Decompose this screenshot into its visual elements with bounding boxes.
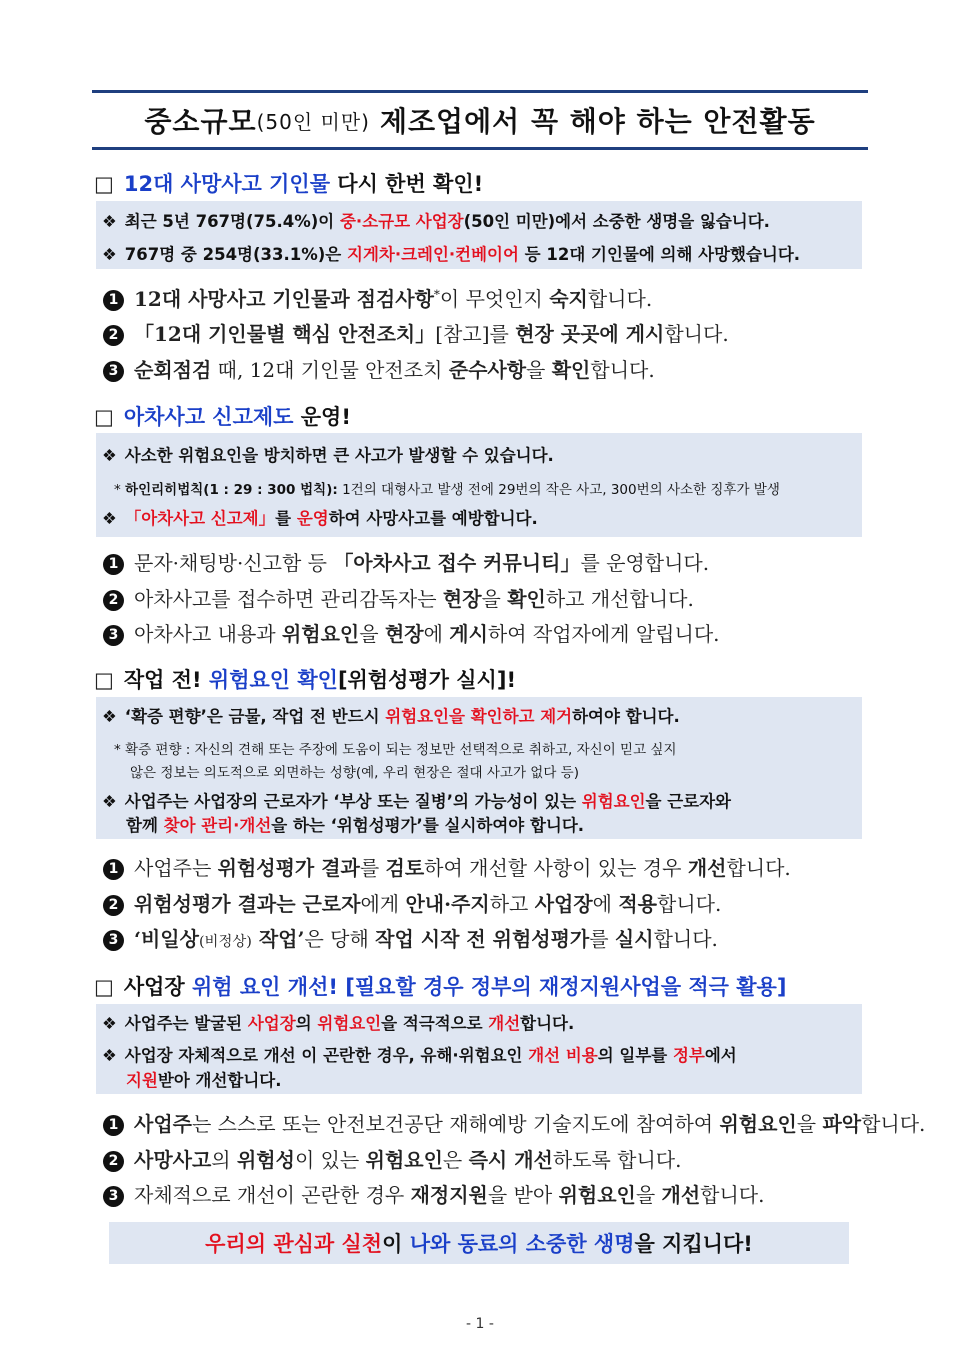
text-run: 게시: [449, 622, 488, 646]
text-run: 현장 곳곳에 게시: [515, 322, 665, 346]
text-run: 준수사항: [448, 358, 527, 382]
number-circle-icon: 2: [103, 325, 124, 346]
text-run-group: [134, 551, 709, 575]
text-run: 사업장: [123, 975, 193, 999]
text-run: 위험성평가 결과: [217, 856, 360, 880]
text-run-group: [134, 892, 721, 916]
text-run: 현장: [442, 587, 482, 611]
text-run: 「아차사고 접수 커뮤니티」: [333, 551, 581, 575]
text-run: 하여 사망사고를 예방합니다.: [328, 509, 538, 528]
section-3-item-3: [103, 923, 718, 952]
text-run: 때, 12대 기인물 안전조치: [211, 358, 449, 382]
text-run: 자체적으로 개선이 곤란한 경우: [134, 1183, 411, 1207]
section-1-bullet-2: [102, 241, 800, 265]
text-run: 하고 개선합니다.: [545, 587, 694, 611]
text-run-group: [134, 622, 720, 646]
text-run-group: [125, 707, 680, 726]
diamond-bullet-icon: ❖: [102, 1046, 117, 1065]
page-number: - 1 -: [466, 1316, 494, 1332]
number-circle-icon: 3: [103, 361, 124, 382]
section-3-item-2: [103, 888, 721, 917]
section-2-heading-blue: 아차사고 신고제도: [123, 405, 294, 429]
checkbox-square-icon: □: [94, 668, 114, 692]
number-circle-icon: 2: [103, 590, 124, 611]
text-run: 이 무엇인지: [439, 287, 550, 311]
text-run: 하고: [489, 892, 535, 916]
checkbox-square-icon: □: [94, 975, 114, 999]
number-circle-icon: 1: [103, 554, 124, 575]
text-run: (비정상): [198, 934, 252, 950]
text-run: 합니다.: [726, 856, 791, 880]
section-1-heading-blue: 12대 사망사고 기인물: [123, 172, 330, 196]
text-run: 지게차·크레인·컨베이어: [347, 245, 519, 264]
number-circle-icon: 1: [103, 290, 124, 311]
text-run-group: [134, 358, 655, 382]
text-run: 은: [442, 1148, 469, 1172]
text-run: 아차사고를 접수하면 관리감독자는: [134, 587, 443, 611]
text-run: 를: [275, 509, 297, 528]
text-run: ‘확증 편향’은 금물, 작업 전 반드시: [124, 707, 386, 726]
text-run: 하여 개선할 사항이 있는 경우: [424, 856, 688, 880]
diamond-bullet-icon: ❖: [102, 509, 117, 528]
text-run: 사업장 자체적으로 개선 이 곤란한 경우, 유해·위험요인: [124, 1046, 529, 1065]
text-run-group: [124, 668, 516, 692]
text-run: 안내·주지: [405, 892, 490, 916]
title-main-b: 제조업에서 꼭 해야 하는 안전활동: [379, 105, 816, 138]
text-run: 합니다.: [861, 1112, 926, 1136]
text-run: 「12대 기인물별 핵심 안전조치」: [134, 322, 436, 346]
text-run-group: [134, 587, 694, 611]
text-run: 767명 중 254명(33.1%)은: [124, 245, 347, 264]
text-run: 사망사고: [134, 1148, 212, 1172]
text-run: 개선: [687, 856, 727, 880]
text-run-group: [125, 509, 538, 528]
text-run: 적용: [618, 892, 657, 916]
diamond-bullet-icon: ❖: [102, 212, 117, 231]
text-run: 개선 비용: [528, 1046, 598, 1065]
text-run: 함께: [126, 816, 164, 835]
section-3-item-1: [103, 852, 791, 881]
text-run: (50인 미만)에서 소중한 생명을 잃습니다.: [463, 212, 770, 231]
text-run-group: [134, 927, 718, 951]
number-circle-icon: 3: [103, 625, 124, 646]
diamond-bullet-icon: ❖: [102, 792, 117, 811]
text-run: 에: [592, 892, 619, 916]
checkbox-square-icon: □: [94, 405, 114, 429]
text-run: 받아 개선합니다.: [157, 1071, 282, 1090]
section-1-item-3: [103, 354, 655, 383]
text-run: 순회점검: [134, 358, 212, 382]
closing-slogan: [109, 1222, 849, 1264]
diamond-bullet-icon: ❖: [102, 446, 117, 465]
title-main-a: 중소규모: [144, 105, 257, 138]
text-run: 을: [796, 1112, 823, 1136]
text-run: 사업주는 발굴된: [124, 1014, 248, 1033]
text-run-group: [124, 975, 787, 999]
section-2-heading: [94, 401, 351, 431]
text-run: 합니다.: [657, 892, 722, 916]
text-run-group: [134, 287, 652, 311]
section-4-item-2: [103, 1144, 681, 1173]
section-1-heading: [94, 168, 483, 198]
section-1-heading-black: 다시 한번 확인!: [329, 172, 484, 196]
text-run: 에서: [704, 1046, 737, 1065]
text-run: 위험요인: [558, 1183, 636, 1207]
text-run: 찾아 관리·개선: [163, 816, 272, 835]
text-run: 는 스스로 또는 안전보건공단 재해예방 기술지도에 참여하여: [191, 1112, 720, 1136]
text-run: 를: [359, 856, 386, 880]
section-4-item-1: [103, 1108, 925, 1137]
text-run: 정부: [672, 1046, 705, 1065]
text-run: 재정지원: [410, 1183, 488, 1207]
text-run: 하여 작업자에게 알립니다.: [487, 622, 720, 646]
diamond-bullet-icon: ❖: [102, 707, 117, 726]
section-2-bullet-2: [102, 505, 538, 529]
text-run: 위험요인 확인: [208, 668, 338, 692]
text-run-group: [125, 1046, 737, 1065]
section-1-item-2: [103, 318, 729, 347]
text-run: 점검사항: [356, 287, 434, 311]
text-run: 「아차사고 신고제」: [124, 509, 276, 528]
note-asterisk: *: [114, 742, 121, 758]
section-3-heading: [94, 664, 516, 694]
text-run: 사업주는 사업장의 근로자가 ‘부상 또는 질병’의 가능성이 있는: [124, 792, 582, 811]
text-run: 을: [359, 622, 385, 646]
text-run: 현장: [384, 622, 424, 646]
text-run: 위험요인을 확인하고 제거: [385, 707, 573, 726]
number-circle-icon: 2: [103, 1151, 124, 1172]
text-run: 합니다.: [520, 1014, 575, 1033]
section-4-bullet-1: [102, 1010, 574, 1034]
text-run-group: [125, 792, 731, 811]
text-run: 운영: [296, 509, 329, 528]
page-title: [92, 90, 868, 150]
text-run: 검토: [385, 856, 425, 880]
text-run: 하여야 합니다.: [572, 707, 680, 726]
text-run: 확인: [551, 358, 591, 382]
text-run: 을 받아: [487, 1183, 559, 1207]
text-run: 지원: [126, 1071, 158, 1090]
text-run: 중·소규모 사업장: [339, 212, 464, 231]
text-run-group: [205, 1228, 753, 1258]
text-run: 작업 시작 전 위험성평가: [375, 927, 590, 951]
text-run: 우리의 관심과 실천: [205, 1232, 383, 1256]
text-run: 위험성평가 결과는 근로자: [134, 892, 361, 916]
text-run: 을 근로자와: [645, 792, 731, 811]
number-circle-icon: 1: [103, 1115, 124, 1136]
section-3-note-line-1: * 확증 편향 : 자신의 견해 또는 주장에 도움이 되는 정보만 선택적으로 취하고, 자신이 믿고 싶지: [114, 742, 677, 758]
text-run: 을 하는 ‘위험성평가’를 실시하여야 합니다.: [271, 816, 585, 835]
text-run: 개선: [488, 1014, 521, 1033]
text-run: 은 당해: [304, 927, 376, 951]
section-3-note-line-2: 않은 정보는 의도적으로 외면하는 성향(예, 우리 현장은 절대 사고가 없다 등): [130, 765, 579, 781]
section-2-item-2: [103, 583, 694, 612]
text-run: 이: [382, 1232, 410, 1256]
text-run: 파악: [822, 1112, 862, 1136]
section-4-item-3: [103, 1179, 765, 1208]
section-2-heading-black: 운영!: [293, 405, 351, 429]
number-circle-icon: 1: [103, 859, 124, 880]
diamond-bullet-icon: ❖: [102, 245, 117, 264]
text-run: 작업’: [251, 927, 305, 951]
text-run-group: [134, 1112, 925, 1136]
text-run: 문자·채팅방·신고함 등: [134, 551, 334, 575]
text-run: 에: [423, 622, 450, 646]
text-run: 위험성: [236, 1148, 295, 1172]
note-asterisk: *: [114, 482, 121, 498]
section-2-item-3: [103, 618, 720, 647]
text-run-group: [126, 1071, 281, 1090]
text-run-group: [134, 856, 791, 880]
text-run: 위험요인: [281, 622, 360, 646]
text-run: 나와 동료의 소중한 생명: [409, 1232, 635, 1256]
text-run: 를: [589, 927, 615, 951]
text-run: 위험 요인 개선! [필요할 경우 정부의 재정지원사업을 적극 활용]: [192, 975, 787, 999]
text-run: 위험요인: [365, 1148, 443, 1172]
text-run: 이 있는: [294, 1148, 366, 1172]
text-run: 숙지: [549, 287, 588, 311]
text-run: 을: [635, 1183, 662, 1207]
text-run: 사업주: [134, 1112, 192, 1136]
text-run: 실시: [614, 927, 654, 951]
text-run: 의: [295, 1014, 318, 1033]
text-run: 에게: [360, 892, 406, 916]
text-run: 합니다.: [653, 927, 718, 951]
text-run-group: [125, 1014, 574, 1033]
section-2-note: [114, 478, 780, 498]
text-run: 을 적극적으로: [381, 1014, 489, 1033]
text-run-group: [134, 1148, 681, 1172]
text-run: 사업장: [534, 892, 593, 916]
section-3-bullet-2-line-1: [102, 788, 731, 812]
section-2-bullet-1: ❖ 사소한 위험요인을 방치하면 큰 사고가 발생할 수 있습니다.: [102, 446, 554, 465]
title-small: (50인 미만): [256, 109, 370, 134]
text-run-group: [134, 1183, 765, 1207]
text-run: 확인: [507, 587, 546, 611]
text-run: 를 운영합니다.: [580, 551, 710, 575]
text-run-group: [125, 245, 800, 264]
text-run: 합니다.: [587, 287, 653, 311]
note-bold: 하인리히법칙(1 : 29 : 300 법칙):: [125, 482, 338, 498]
text-run: 개선: [661, 1183, 701, 1207]
text-run: 아차사고 내용과: [134, 622, 282, 646]
number-circle-icon: 2: [103, 895, 124, 916]
diamond-bullet-icon: ❖: [102, 1014, 117, 1033]
text-run: 12대 사망사고 기인물과: [134, 287, 357, 311]
section-4-bullet-2-line-1: [102, 1042, 737, 1066]
text-run: 의 일부를: [597, 1046, 673, 1065]
text-run-group: [134, 322, 729, 346]
section-4-heading: [94, 971, 786, 1001]
text-run: 합니다.: [700, 1183, 765, 1207]
text-run: 의: [211, 1148, 237, 1172]
section-4-bullet-2-line-2: [126, 1067, 281, 1091]
text-run: 위험요인: [317, 1014, 382, 1033]
text-run-group: [126, 816, 584, 835]
text-run: 사업장: [247, 1014, 296, 1033]
text-run: *: [433, 287, 440, 302]
section-1-item-1: [103, 283, 652, 312]
section-3-bullet-2-line-2: [126, 812, 584, 836]
section-1-bullet-1: [102, 208, 770, 232]
checkbox-square-icon: □: [94, 172, 114, 196]
number-circle-icon: 3: [103, 1186, 124, 1207]
section-3-bullet-1: [102, 703, 680, 727]
text-run: 위험요인: [719, 1112, 797, 1136]
text-run: 하도록 합니다.: [552, 1148, 682, 1172]
text-run: 을 지킵니다!: [634, 1232, 753, 1256]
text-run: 합니다.: [664, 322, 729, 346]
text-run: 위험요인: [581, 792, 646, 811]
text-run: 사업주는: [134, 856, 218, 880]
text-run: 최근 5년 767명(75.4%)이: [124, 212, 340, 231]
text-run: [참고]를: [435, 322, 516, 346]
text-run: 을: [481, 587, 508, 611]
text-run-group: [125, 212, 770, 231]
text-run: [위험성평가 실시]!: [337, 668, 517, 692]
text-run: ‘비일상: [134, 927, 199, 951]
text-run: 작업 전!: [123, 668, 209, 692]
number-circle-icon: 3: [103, 930, 124, 951]
section-2-item-1: [103, 547, 709, 576]
text-run: 을: [526, 358, 552, 382]
note-text: 1건의 대형사고 발생 전에 29번의 작은 사고, 300번의 사소한 징후가 발생: [337, 482, 780, 498]
text-run: 등 12대 기인물에 의해 사망했습니다.: [518, 245, 801, 264]
text-run: 즉시 개선: [468, 1148, 553, 1172]
text-run: 합니다.: [590, 358, 655, 382]
